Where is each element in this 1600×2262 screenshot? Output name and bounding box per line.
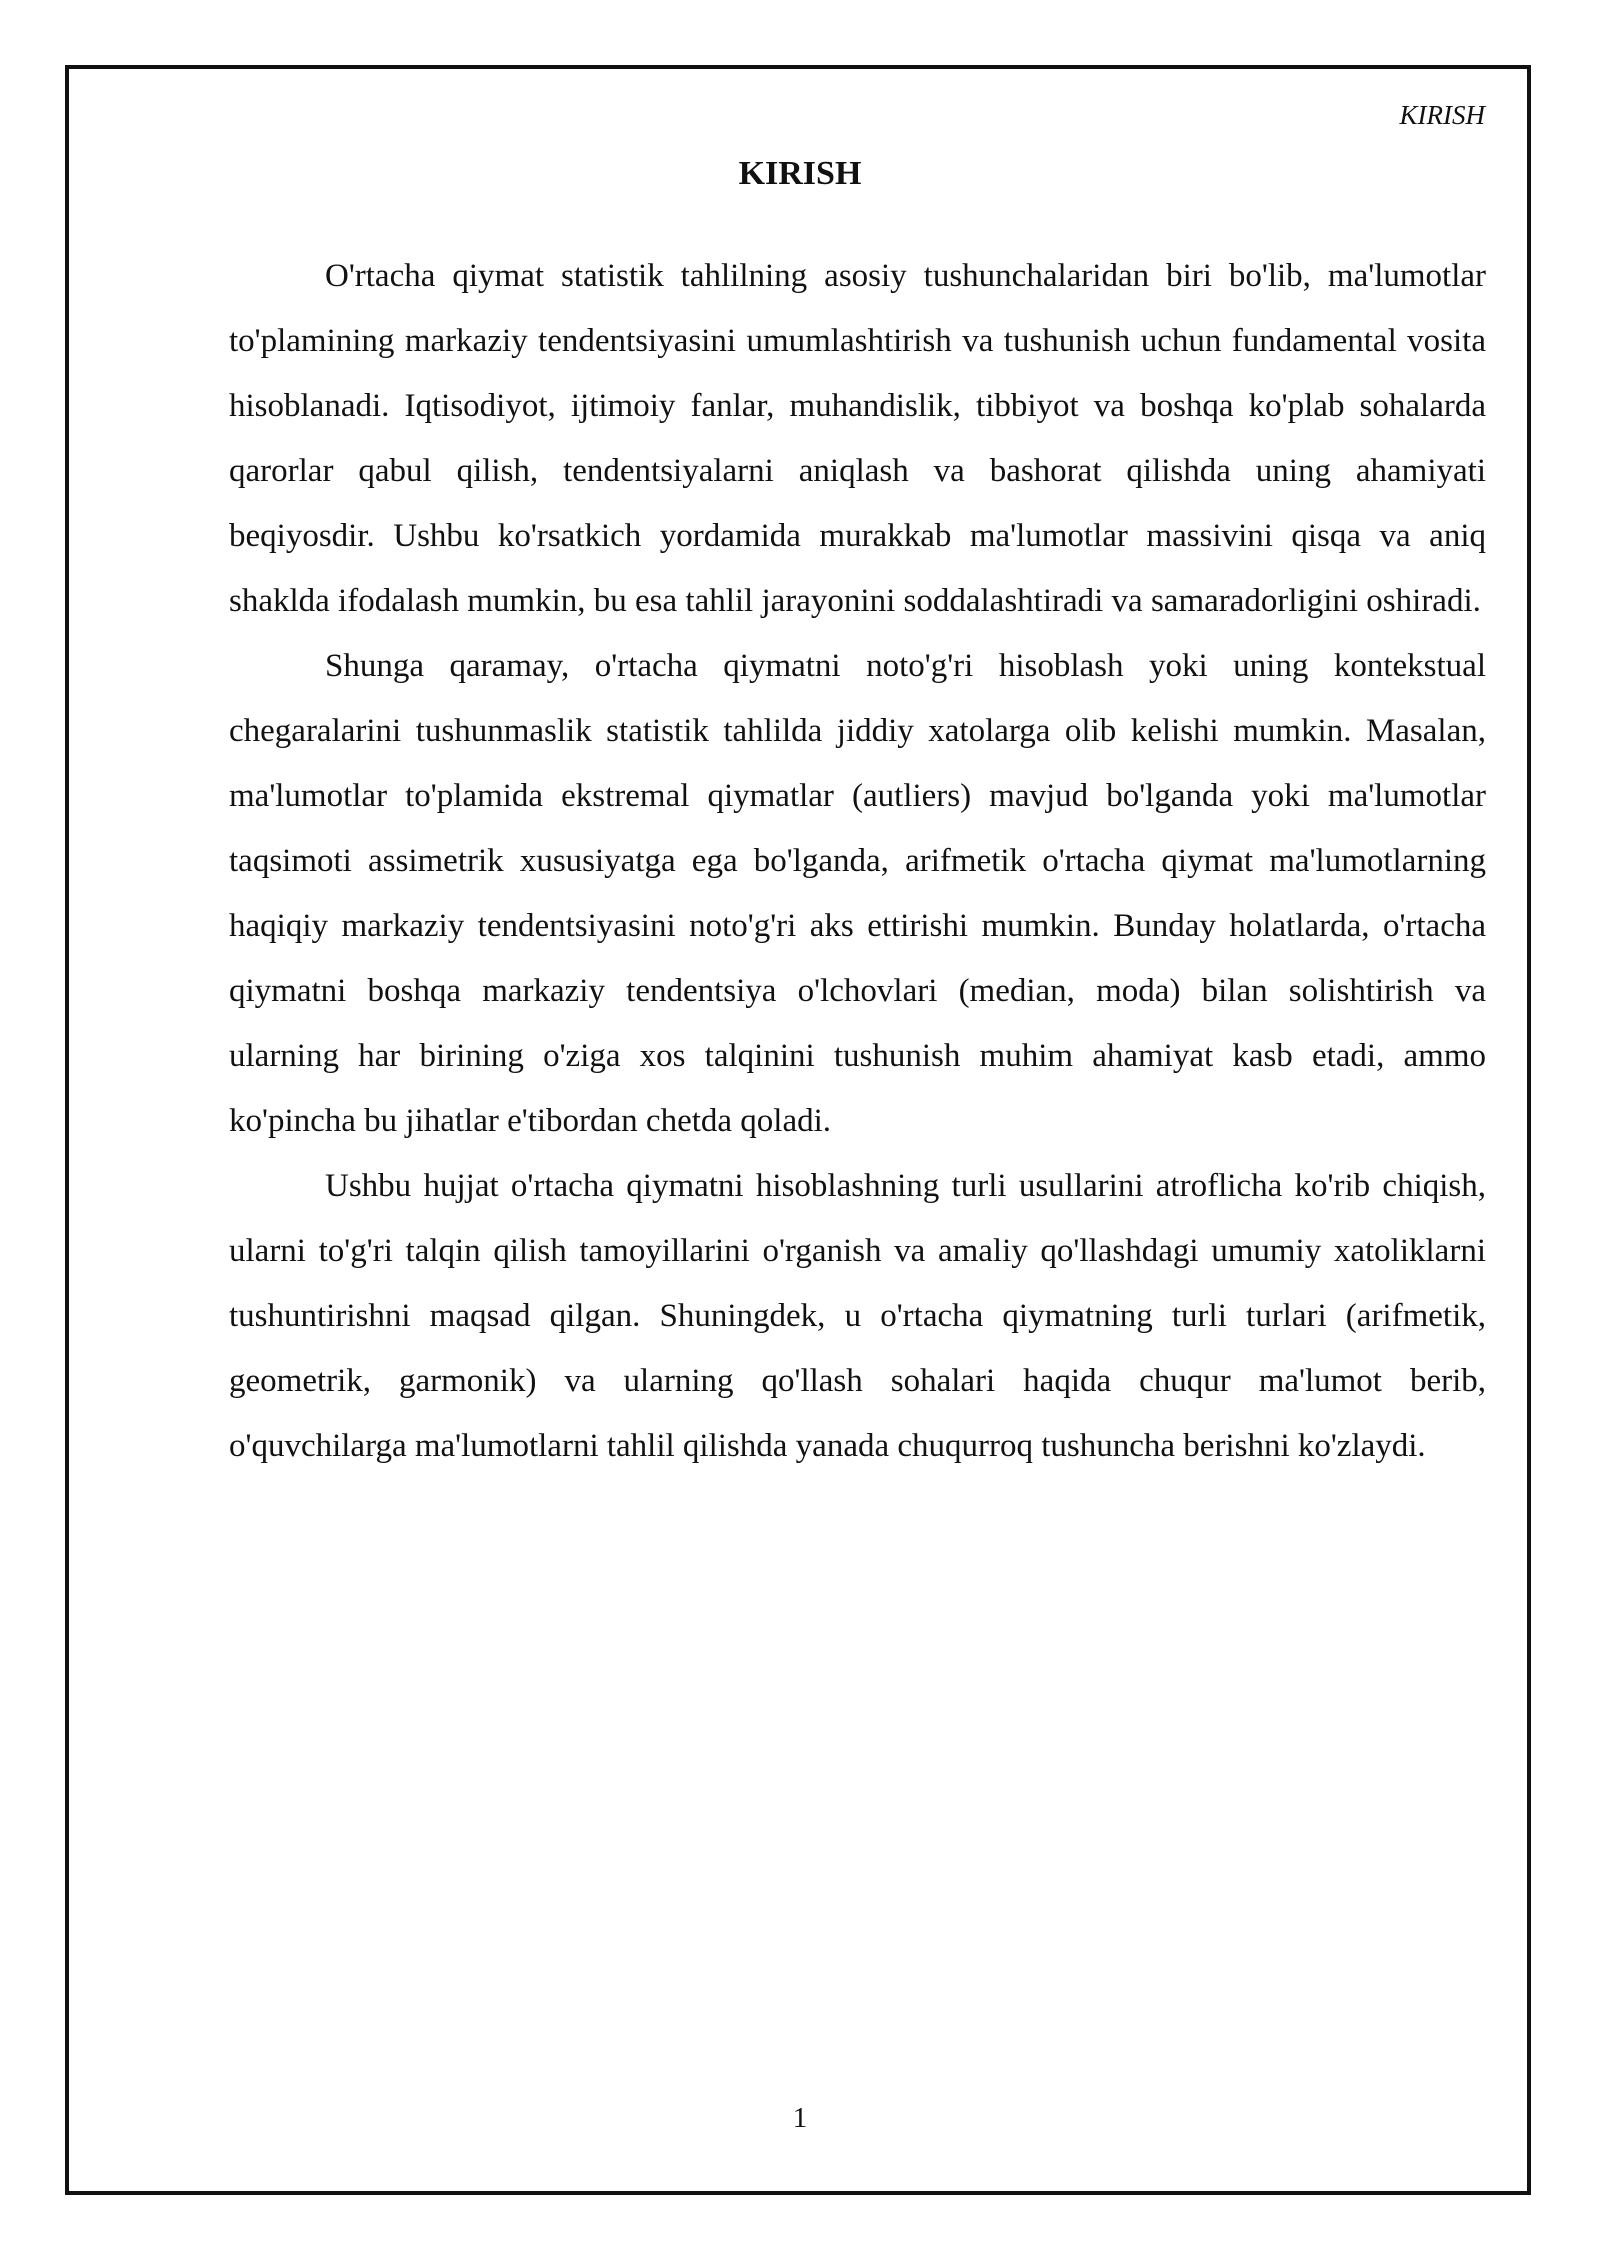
- page-title: KIRISH: [738, 155, 862, 192]
- paragraph-1: O'rtacha qiymat statistik tahlilning asosiy tushunchalaridan biri bo'lib, ma'lumotlar to'plamining markaziy tendentsiyasini umumlashtirish va tushunish uchun fundamental vosita hisoblanadi. Iqtisodiyot, ijtimoiy fanlar, muhandislik, tibbiyot va boshqa ko'plab sohalarda qarorlar qabul qilish, tendentsiyalarni aniqlash va bashorat qilishda uning ahamiyati beqiyosdir. Ushbu ko'rsatkich yordamida murakkab ma'lumotlar massivini qisqa va aniq shaklda ifodalash mumkin, bu esa tahlil jarayonini soddalashtiradi va samaradorligini oshiradi.: [229, 258, 1486, 619]
- page-number: 1: [792, 2102, 808, 2134]
- running-header: KIRISH: [1399, 100, 1485, 130]
- paragraph-3: Ushbu hujjat o'rtacha qiymatni hisoblashning turli usullarini atroflicha ko'rib chiqish, ularni to'g'ri talqin qilish tamoyillarini o'rganish va amaliy qo'llashdagi umumiy xatoliklarni tushuntirishni maqsad qilgan. Shuningdek, u o'rtacha qiymatning turli turlari (arifmetik, geometrik, garmonik) va ularning qo'llash sohalari haqida chuqur ma'lumot berib, o'quvchilarga ma'lumotlarni tahlil qilishda yanada chuqurroq tushuncha berishni ko'zlaydi.: [229, 1168, 1486, 1464]
- paragraph-2: Shunga qaramay, o'rtacha qiymatni noto'g'ri hisoblash yoki uning kontekstual chegaralarini tushunmaslik statistik tahlilda jiddiy xatolarga olib kelishi mumkin. Masalan, ma'lumotlar to'plamida ekstremal qiymatlar (autliers) mavjud bo'lganda yoki ma'lumotlar taqsimoti assimetrik xususiyatga ega bo'lganda, arifmetik o'rtacha qiymat ma'lumotlarning haqiqiy markaziy tendentsiyasini noto'g'ri aks ettirishi mumkin. Bunday holatlarda, o'rtacha qiymatni boshqa markaziy tendentsiya o'lchovlari (median, moda) bilan solishtirish va ularning har birining o'ziga xos talqinini tushunish muhim ahamiyat kasb etadi, ammo ko'pincha bu jihatlar e'tibordan chetda qoladi.: [229, 648, 1486, 1139]
- body-text: [229, 244, 1486, 1479]
